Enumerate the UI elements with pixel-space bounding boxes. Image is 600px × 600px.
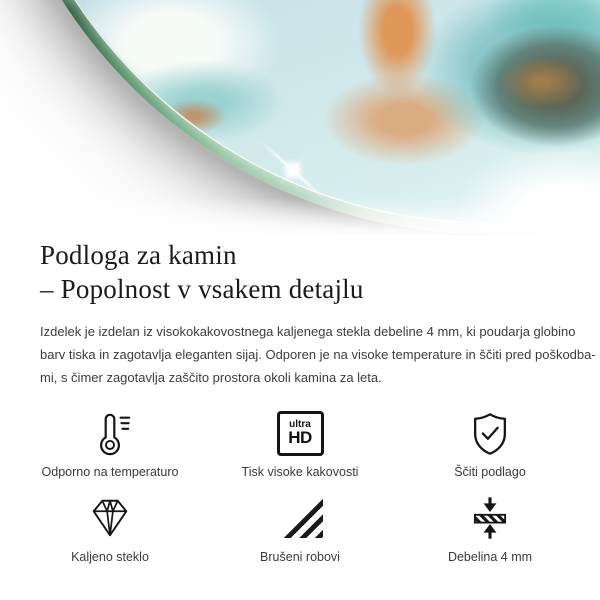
hero-image	[0, 0, 600, 235]
page-title-line1: Podloga za kamin	[40, 240, 237, 270]
thickness-icon	[468, 494, 512, 542]
thermometer-icon	[87, 409, 133, 457]
feature-label: Brušeni robovi	[260, 550, 340, 564]
feature-label: Odporno na temperaturo	[41, 465, 179, 479]
feature-print-quality	[205, 409, 395, 480]
feature-tempered-glass	[15, 494, 205, 565]
page-title-line2: – Popolnost v vsakem detajlu	[40, 274, 364, 304]
diamond-icon	[87, 494, 133, 542]
product-description	[0, 320, 600, 389]
shield-check-icon	[467, 409, 513, 457]
feature-label: Debelina 4 mm	[447, 550, 533, 564]
feature-temperature-resistant	[15, 409, 205, 480]
page-title	[0, 235, 600, 306]
feature-label: Ščiti podlago	[454, 465, 526, 479]
ultra-hd-icon: ultra HD	[277, 409, 324, 457]
description-line: barv tiska in zagotavlja eleganten sijaj. Odporen je na visoke temperature in ščiti pred poškodba-	[40, 347, 596, 362]
feature-thickness	[395, 494, 585, 565]
features-grid	[0, 409, 600, 565]
polished-edges-icon	[277, 494, 323, 542]
feature-protects-surface	[395, 409, 585, 480]
description-line: mi, s čimer zagotavlja zaščito prostora okoli kamina za leta.	[40, 370, 382, 385]
feature-label: Kaljeno steklo	[71, 550, 149, 564]
description-line: Izdelek je izdelan iz visokokakovostnega kaljenega stekla debeline 4 mm, ki poudarja globino	[40, 324, 576, 339]
feature-label: Tisk visoke kakovosti	[241, 465, 359, 479]
feature-polished-edges	[205, 494, 395, 565]
